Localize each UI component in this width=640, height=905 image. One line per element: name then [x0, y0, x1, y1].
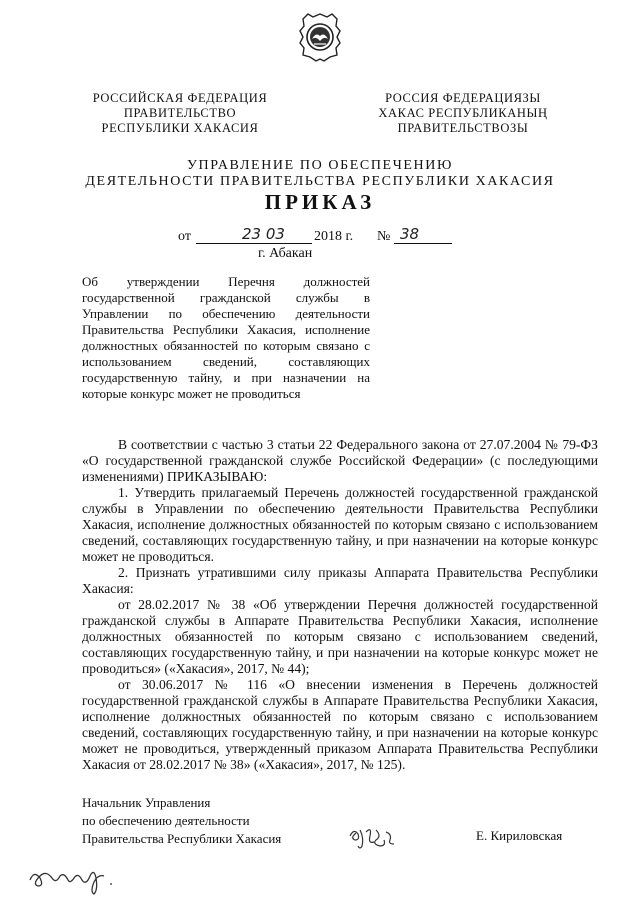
number-handwritten: 38: [400, 225, 420, 243]
department-line: ДЕЯТЕЛЬНОСТИ ПРАВИТЕЛЬСТВА РЕСПУБЛИКИ ХАКАСИЯ: [85, 174, 555, 189]
header-left-line: РОССИЙСКАЯ ФЕДЕРАЦИЯ: [92, 91, 268, 105]
header-right: [360, 91, 566, 136]
signatory-name: Е. Кириловская: [476, 828, 563, 843]
header-left-line: ПРАВИТЕЛЬСТВО: [123, 106, 237, 120]
date-year: 2018 г.: [314, 229, 354, 244]
order-body: [82, 437, 598, 773]
body-paragraph: 1. Утвердить прилагаемый Перечень должностей государственной гражданской службы в Управлении по обеспечению деятельности Правительства Республики Хакасия, исполнение должностных обязанностей по которым связано с использованием сведений, составляющих государственную тайну, и при назначении на которые конкурс может не проводиться.: [82, 485, 598, 564]
order-subject: Об утверждении Перечня должностей государственной гражданской службы в Управлении по обеспечению деятельности Правительства Республики Хакасия, исполнение должностных обязанностей по которым связано с использованием сведений, составляющих государственную тайну, и при назначении на которые конкурс может не проводиться: [82, 274, 370, 401]
signatory-title-line: по обеспечению деятельности: [82, 813, 250, 828]
body-paragraph: 2. Признать утратившими силу приказы Аппарата Правительства Республики Хакасия:: [82, 565, 598, 596]
signatory-title-line: Правительства Республики Хакасия: [82, 831, 282, 846]
signatory-title-line: Начальник Управления: [82, 795, 211, 810]
body-paragraph: от 28.02.2017 № 38 «Об утверждении Перечня должностей государственной гражданской службы в Аппарате Правительства Республики Хакасия, исполнение должностных обязанностей по которым связано с использованием сведений, составляющих государственную тайну, и при назначении на которые конкурс может не проводиться» («Хакасия», 2017, № 44);: [82, 597, 598, 676]
header-left-line: РЕСПУБЛИКИ ХАКАСИЯ: [101, 121, 259, 135]
department-line: УПРАВЛЕНИЕ ПО ОБЕСПЕЧЕНИЮ: [187, 158, 453, 173]
signatory-title: [82, 794, 281, 848]
number-label: №: [377, 229, 391, 244]
department-name: [60, 158, 580, 190]
document-type: ПРИКАЗ: [264, 190, 376, 214]
header-right-line: ПРАВИТЕЛЬСТВОЗЫ: [397, 121, 529, 135]
handwritten-initials: [24, 862, 134, 896]
handwritten-signature: [346, 822, 398, 852]
header-left: [80, 91, 280, 136]
header-right-line: ХАКАС РЕСПУБЛИКАНЫҢ: [378, 106, 548, 120]
body-paragraph: В соответствии с частью 3 статьи 22 Федерального закона от 27.07.2004 № 79-ФЗ «О государственной гражданской службе Российской Федерации» (с последующими изменениями) ПРИКАЗЫВАЮ:: [82, 437, 598, 484]
coat-of-arms-icon: [296, 12, 344, 62]
date-handwritten: 23 03: [242, 225, 285, 243]
body-paragraph: от 30.06.2017 № 116 «О внесении изменения в Перечень должностей государственной гражданской службы в Аппарате Правительства Республики Хакасия, исполнение должностных обязанностей по которым связано с использованием сведений, составляющих государственную тайну, и при назначении на которые конкурс может не проводиться, утвержденный приказом Аппарата Правительства Республики Хакасия от 28.02.2017 № 38» («Хакасия», 2017, № 125).: [82, 677, 598, 772]
city: г. Абакан: [258, 246, 313, 261]
date-prefix: от: [178, 229, 191, 244]
header-right-line: РОССИЯ ФЕДЕРАЦИЯЗЫ: [385, 91, 541, 105]
